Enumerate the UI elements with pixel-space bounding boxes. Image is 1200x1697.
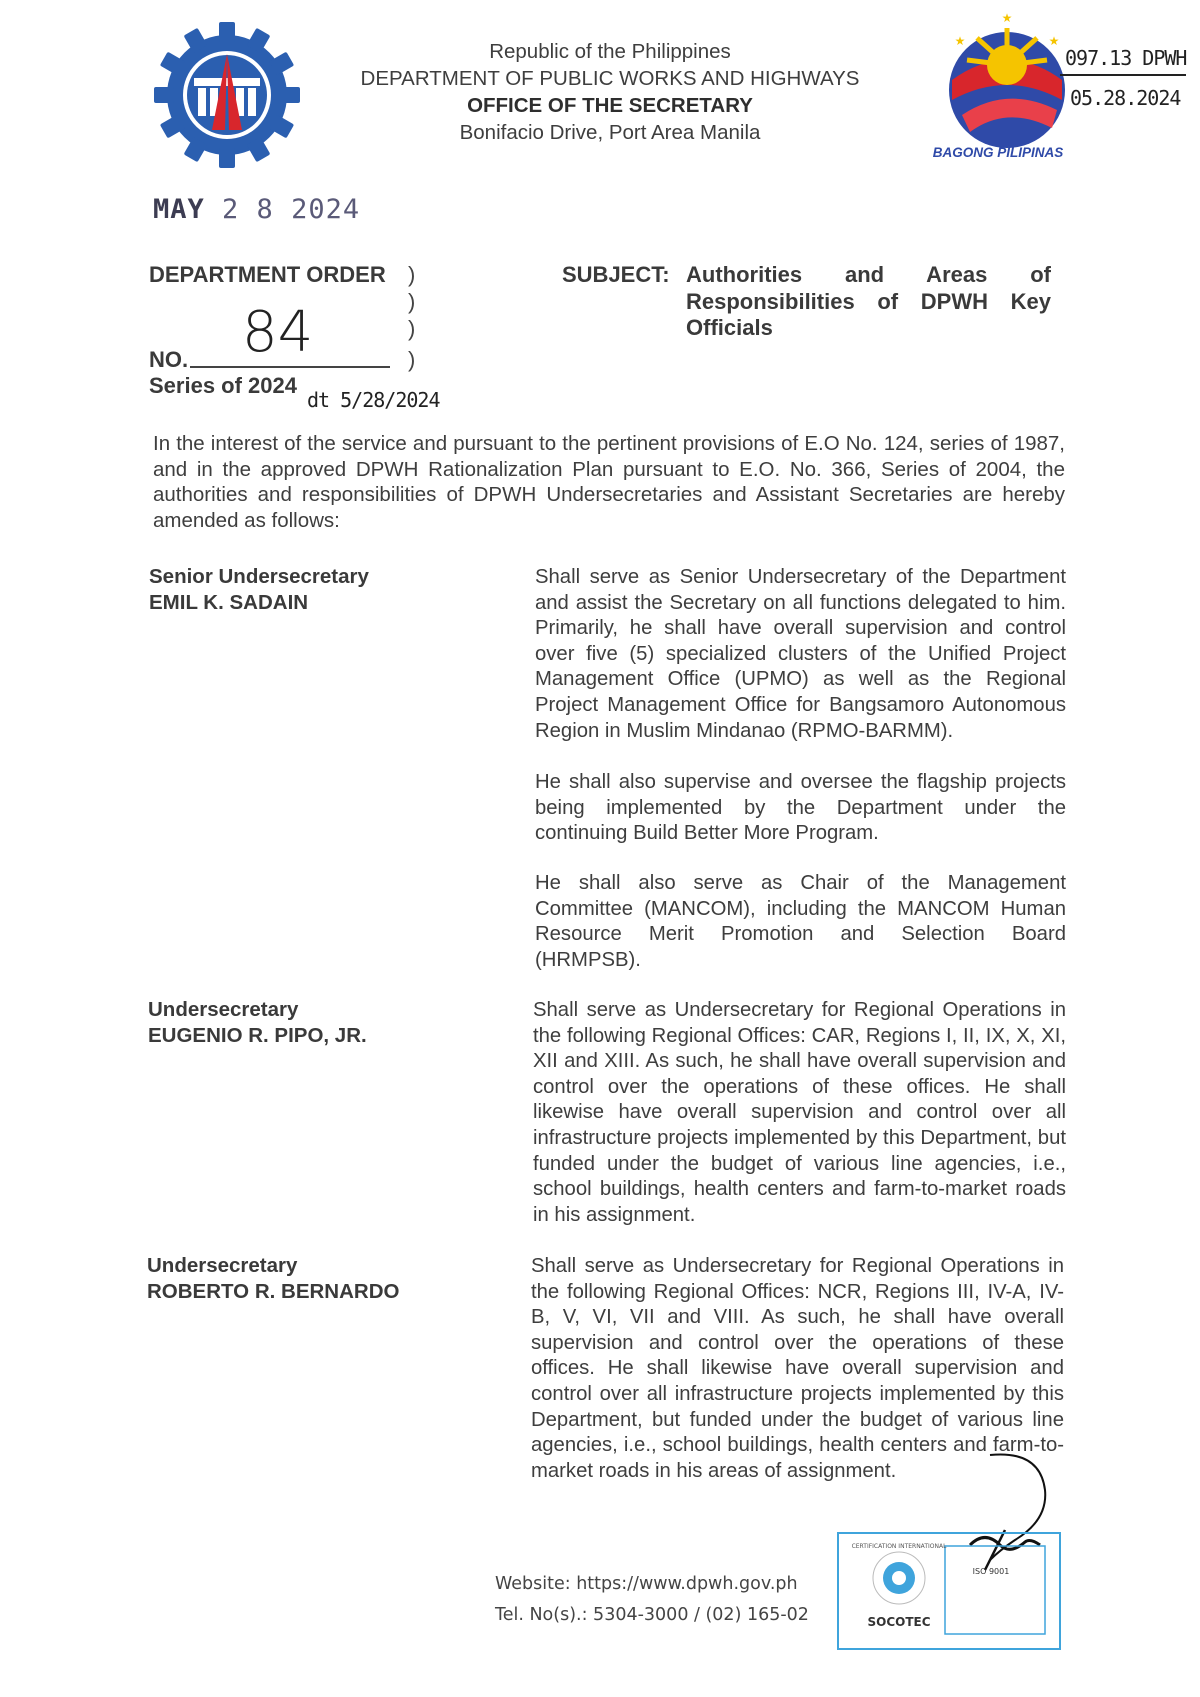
official-1-title: Senior Undersecretary <box>149 565 369 588</box>
official-2-heading <box>148 997 367 1048</box>
official-1-para-2: He shall also supervise and oversee the flagship projects being implemented by the Department under the continuing Build Better More Program. <box>535 771 1066 845</box>
badge-brand: SOCOTEC <box>867 1615 931 1629</box>
department-order-label: DEPARTMENT ORDER <box>149 262 386 287</box>
date-stamp-day-year: 2 8 2024 <box>222 194 361 225</box>
paren-2: ) <box>408 289 416 314</box>
footer-website: Website: https://www.dpwh.gov.ph <box>495 1574 798 1594</box>
dpwh-logo <box>152 20 302 170</box>
official-1-para-3: He shall also serve as Chair of the Management Committee (MANCOM), including the MANCOM Human Resource Merit Promotion and Selection Board (HRMPSB). <box>535 872 1066 971</box>
bagong-pilipinas-logo <box>932 10 1082 155</box>
order-number-label: NO. <box>149 347 189 372</box>
department-line: DEPARTMENT OF PUBLIC WORKS AND HIGHWAYS <box>360 67 860 90</box>
footer-telephone: Tel. No(s).: 5304-3000 / (02) 165-02 <box>495 1605 809 1625</box>
reference-underline <box>1060 74 1186 76</box>
official-1-name: EMIL K. SADAIN <box>149 590 309 614</box>
official-1-heading <box>149 564 369 615</box>
republic-line: Republic of the Philippines <box>489 40 731 63</box>
address-line: Bonifacio Drive, Port Area Manila <box>459 121 761 144</box>
subject-label: SUBJECT: <box>562 262 670 287</box>
intro-paragraph: In the interest of the service and pursuant to the pertinent provisions of E.O No. 124, series of 1987, and in the approved DPWH Rationalization Plan pursuant to E.O. No. 366, Series of 2004, the authorities and responsibilities of DPWH Undersecretaries and Assistant Secretaries are hereby amended as follows: <box>153 432 1065 532</box>
official-3-para-1: Shall serve as Undersecretary for Regional Operations in the following Regional Offices: NCR, Regions III, IV-A, IV-B, V, VI, VII and VIII. As such, he shall have overall supervision and control over the operations of these offices. He shall likewise have overall supervision and control over all infrastructure projects implemented by this Department, but funded under the budget of various line agencies, i.e., school buildings, health centers and farm-to-market roads in his areas of assignment. <box>531 1255 1064 1482</box>
footer-contact <box>495 1569 809 1631</box>
date-stamp <box>153 194 360 225</box>
badge-standard: ISO 9001 <box>972 1567 1010 1576</box>
handwritten-initial-date: dt 5/28/2024 <box>307 388 440 412</box>
date-stamp-month: MAY <box>153 194 205 225</box>
official-2-title: Undersecretary <box>148 998 299 1021</box>
handwritten-reference-date: 05.28.2024 <box>1070 86 1181 110</box>
svg-text:★: ★ <box>1048 34 1060 48</box>
paren-1: ) <box>408 262 416 287</box>
official-2-para-1: Shall serve as Undersecretary for Regional Operations in the following Regional Offices: CAR, Regions I, II, IX, X, XI, XII and XIII. As such, he shall have overall supervision and control over the operations of these offices. He shall likewise have overall supervision and control over all infrastructure projects implemented by this Department, but funded under the budget of various line agencies, i.e., school buildings, health centers and farm-to-market roads in his assignment. <box>533 999 1066 1226</box>
order-series: Series of 2024 <box>149 373 297 398</box>
paren-3: ) <box>408 316 416 341</box>
official-3-title: Undersecretary <box>147 1254 298 1277</box>
paren-4: ) <box>408 347 416 372</box>
letterhead <box>300 38 920 146</box>
handwritten-reference-number: 097.13 DPWH <box>1065 46 1187 70</box>
subject-text: Authorities and Areas of Responsibilities of DPWH Key Officials <box>686 262 1051 340</box>
order-number-underline <box>190 366 390 368</box>
official-1-para-1: Shall serve as Senior Undersecretary of the Department and assist the Secretary on all functions delegated to him. Primarily, he shall have overall supervision and control over five (5) specialized clusters of the Unified Project Management Office (UPMO) as well as the Regional Project Management Office for Bangsamoro Autonomous Region in Muslim Mindanao (RPMO-BARMM). <box>535 566 1066 742</box>
svg-text:★: ★ <box>954 34 966 48</box>
official-2-name: EUGENIO R. PIPO, JR. <box>148 1023 367 1047</box>
office-line: OFFICE OF THE SECRETARY <box>467 94 753 117</box>
bagong-pilipinas-caption: BAGONG PILIPINAS <box>932 145 1064 160</box>
order-number: 84 <box>242 300 314 365</box>
iso-certification-badge <box>837 1532 1061 1650</box>
official-3-name: ROBERTO R. BERNARDO <box>147 1279 400 1303</box>
svg-text:★: ★ <box>1001 11 1013 25</box>
official-3-heading <box>147 1253 399 1304</box>
badge-cert-text: CERTIFICATION INTERNATIONAL <box>851 1543 947 1550</box>
